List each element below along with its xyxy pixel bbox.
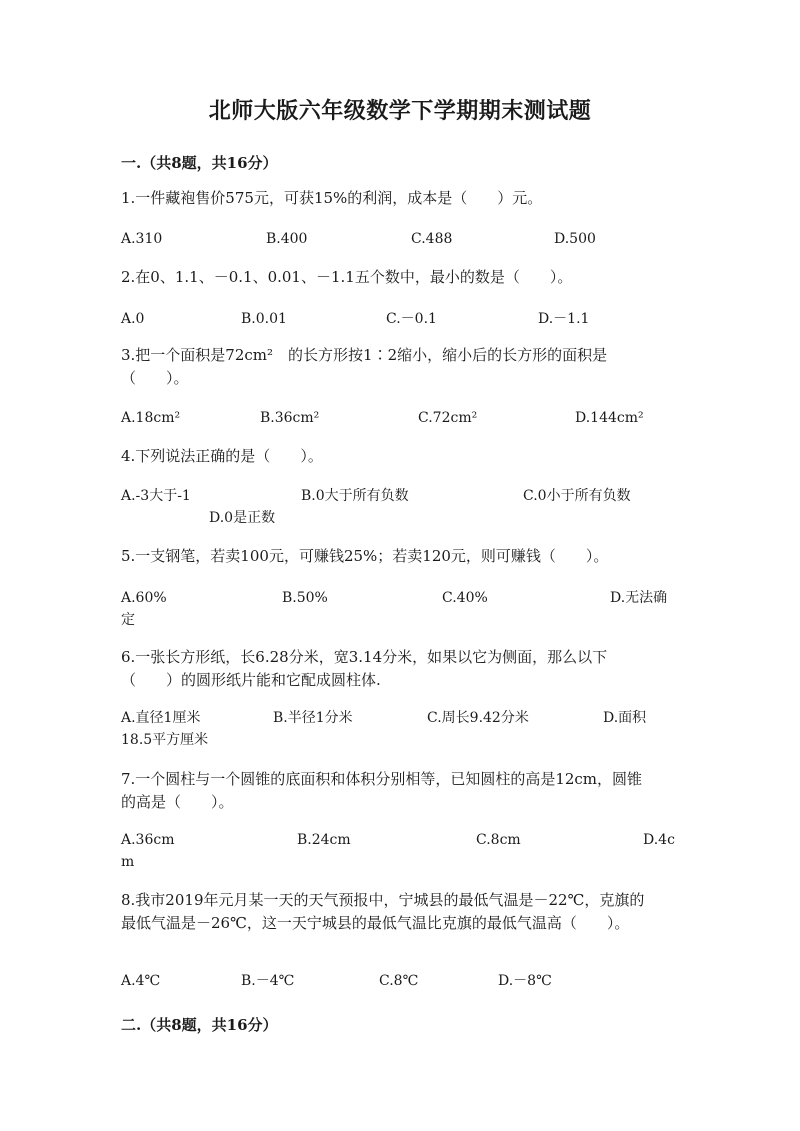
question-1-line-1: 1.一件藏袍售价575元，可获15%的利润，成本是（ ）元。 (121, 189, 543, 207)
question-8 (121, 889, 686, 935)
section-heading-1: 一.（共8题，共16分） (121, 154, 278, 172)
question-6-options (121, 707, 686, 753)
option-a[interactable]: A.直径1厘米 (121, 710, 201, 726)
question-7-line-1: 7.一个圆柱与一个圆锥的底面积和体积分别相等，已知圆柱的高是12cm，圆锥 (121, 770, 643, 788)
option-b[interactable]: B.半径1分米 (273, 710, 353, 726)
option-c[interactable]: C.8cm (476, 832, 521, 848)
option-d[interactable]: D.－8℃ (498, 973, 552, 989)
question-3-line-2: （ ）。 (121, 369, 189, 387)
option-b[interactable]: B.0大于所有负数 (301, 488, 409, 504)
option-c[interactable]: C.40% (442, 590, 488, 606)
option-b[interactable]: B.400 (266, 231, 308, 247)
option-d[interactable]: D.无法确 (610, 590, 668, 606)
question-7-options (121, 829, 686, 875)
question-6-line-1: 6.一张长方形纸，长6.28分米，宽3.14分米，如果以它为侧面，那么以下 (121, 648, 608, 666)
option-a[interactable]: A.36cm (121, 832, 175, 848)
option-c[interactable]: C.488 (411, 231, 453, 247)
question-1 (121, 187, 686, 210)
option-d-continued[interactable]: m (121, 854, 135, 870)
question-6-line-2: （ ）的圆形纸片能和它配成圆柱体. (121, 671, 381, 689)
option-d-continued[interactable]: 定 (121, 612, 135, 628)
option-d[interactable]: D.－1.1 (538, 311, 590, 327)
option-d[interactable]: D.0是正数 (209, 510, 276, 526)
option-a[interactable]: A.-3大于-1 (121, 488, 191, 504)
option-b[interactable]: B.－4℃ (241, 973, 295, 989)
option-d[interactable]: D.面积 (603, 710, 647, 726)
question-4-options (121, 485, 686, 531)
option-a[interactable]: A.18cm² (121, 410, 181, 426)
option-b[interactable]: B.24cm (297, 832, 351, 848)
question-8-options (121, 970, 686, 1016)
page-title: 北师大版六年级数学下学期期末测试题 (208, 98, 592, 124)
option-a[interactable]: A.60% (121, 590, 167, 606)
option-b[interactable]: B.0.01 (241, 311, 287, 327)
option-a[interactable]: A.4℃ (121, 973, 161, 989)
question-2 (121, 266, 686, 289)
option-c[interactable]: C.－0.1 (386, 311, 437, 327)
question-3-line-1: 3.把一个面积是72cm² 的长方形按1∶2缩小，缩小后的长方形的面积是 (121, 346, 608, 364)
option-a[interactable]: A.310 (121, 231, 163, 247)
option-b[interactable]: B.36cm² (260, 410, 320, 426)
question-5-line-1: 5.一支钢笔，若卖100元，可赚钱25%；若卖120元，则可赚钱（ ）。 (121, 547, 609, 565)
question-7-line-2: 的高是（ ）。 (121, 793, 234, 811)
option-c[interactable]: C.0小于所有负数 (523, 488, 631, 504)
option-d[interactable]: D.144cm² (575, 410, 644, 426)
option-b[interactable]: B.50% (282, 590, 328, 606)
option-d[interactable]: D.500 (554, 231, 596, 247)
option-c[interactable]: C.8℃ (379, 973, 419, 989)
question-7 (121, 768, 686, 814)
option-c[interactable]: C.周长9.42分米 (427, 710, 529, 726)
question-2-line-1: 2.在0、1.1、－0.1、0.01、－1.1五个数中，最小的数是（ ）。 (121, 268, 573, 286)
question-8-line-2: 最低气温是－26℃，这一天宁城县的最低气温比克旗的最低气温高（ ）。 (121, 914, 630, 932)
option-d[interactable]: D.4c (643, 832, 675, 848)
option-a[interactable]: A.0 (121, 311, 145, 327)
option-c[interactable]: C.72cm² (418, 410, 478, 426)
option-d-continued[interactable]: 18.5平方厘米 (121, 732, 209, 748)
question-4-line-1: 4.下列说法正确的是（ ）。 (121, 447, 323, 465)
question-6 (121, 646, 686, 692)
question-5 (121, 545, 686, 568)
question-8-line-1: 8.我市2019年元月某一天的天气预报中，宁城县的最低气温是－22℃，克旗的 (121, 891, 645, 909)
question-4 (121, 445, 686, 468)
question-5-options (121, 587, 686, 633)
question-3 (121, 344, 686, 390)
section-heading-2: 二.（共8题，共16分） (121, 1016, 278, 1034)
